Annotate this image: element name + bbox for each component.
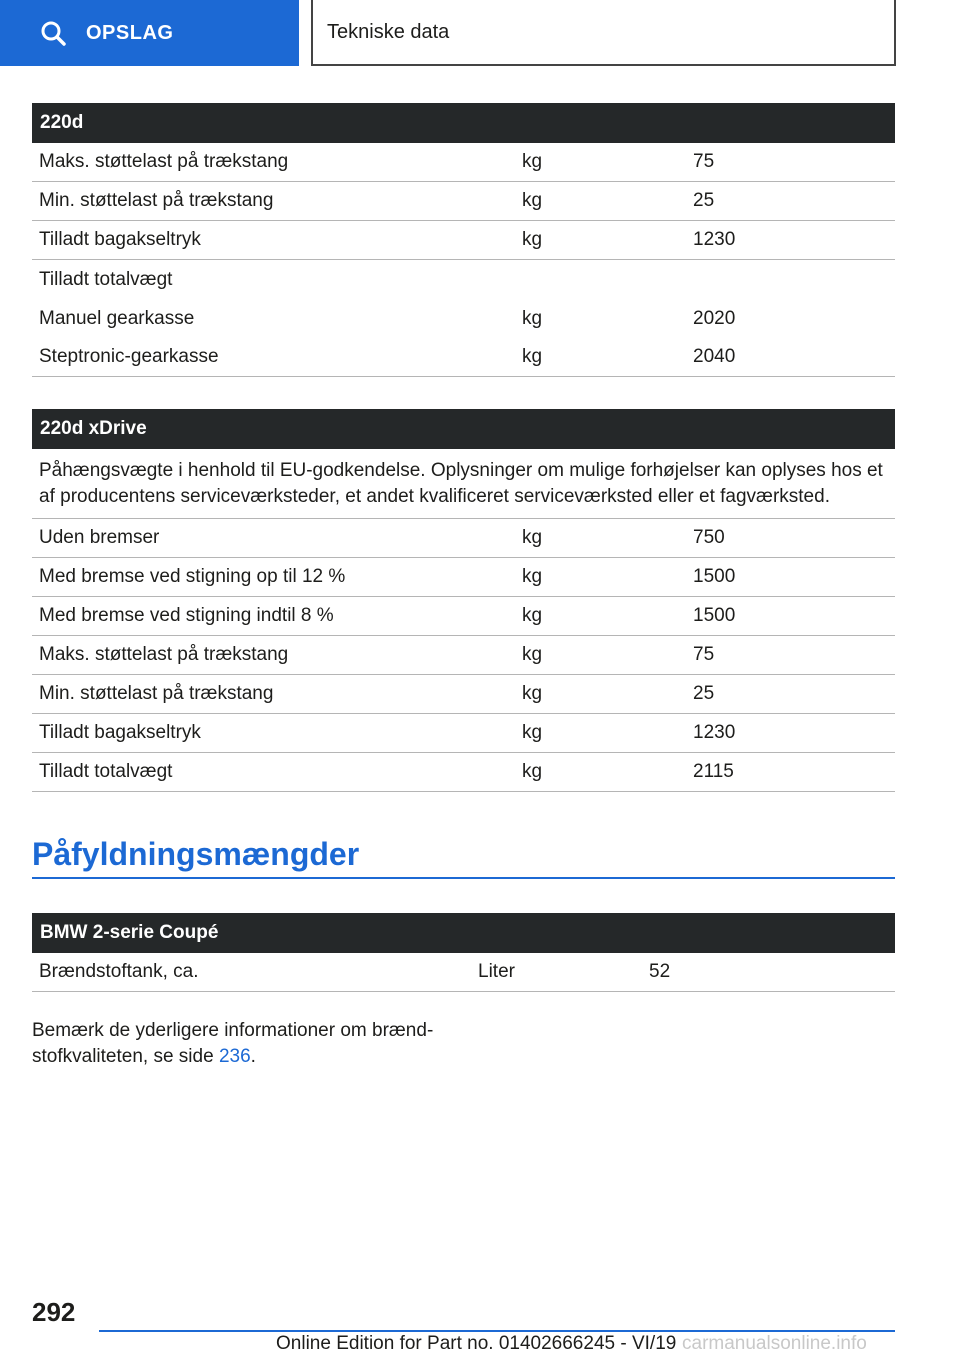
footer-edition: Online Edition for Part no. 01402666245 - VI/19 bbox=[276, 1333, 677, 1354]
row-label: Med bremse ved stigning op til 12 % bbox=[39, 566, 346, 587]
note-suffix: . bbox=[250, 1046, 256, 1067]
row-label: Tilladt bagakseltryk bbox=[39, 722, 201, 743]
row-label: Tilladt totalvægt bbox=[39, 761, 173, 782]
table-row bbox=[32, 260, 895, 299]
row-value: 52 bbox=[649, 961, 671, 982]
row-label: Tilladt totalvægt bbox=[39, 268, 173, 290]
row-unit: kg bbox=[522, 644, 543, 665]
table-header: 220d xDrive bbox=[32, 409, 895, 449]
footer-divider bbox=[99, 1330, 895, 1332]
row-unit: kg bbox=[522, 527, 543, 548]
row-label: Brændstoftank, ca. bbox=[39, 961, 199, 982]
row-label: Maks. støttelast på trækstang bbox=[39, 644, 289, 665]
search-button[interactable] bbox=[0, 0, 299, 66]
row-value: 1500 bbox=[693, 566, 736, 587]
row-label: Min. støttelast på trækstang bbox=[39, 190, 274, 211]
row-unit: kg bbox=[522, 151, 543, 172]
row-unit: kg bbox=[522, 722, 543, 743]
row-unit: kg bbox=[522, 683, 543, 704]
search-label: OPSLAG bbox=[86, 21, 174, 44]
row-label: Steptronic-gearkasse bbox=[39, 346, 219, 367]
table-header: 220d bbox=[32, 103, 895, 143]
table-row bbox=[32, 338, 895, 377]
row-unit: kg bbox=[522, 761, 543, 782]
row-unit: kg bbox=[522, 307, 543, 329]
row-unit: kg bbox=[522, 605, 543, 626]
page-number: 292 bbox=[32, 1297, 76, 1327]
table-row bbox=[32, 143, 895, 182]
row-value: 75 bbox=[693, 644, 715, 665]
fuel-quality-note bbox=[32, 1018, 452, 1070]
row-unit: Liter bbox=[478, 961, 515, 982]
row-label: Tilladt bagakseltryk bbox=[39, 229, 201, 250]
table-row bbox=[32, 221, 895, 260]
row-label: Manuel gearkasse bbox=[39, 307, 195, 329]
row-unit: kg bbox=[522, 566, 543, 587]
row-value: 25 bbox=[693, 683, 715, 704]
table-row bbox=[32, 714, 895, 753]
table-row bbox=[32, 753, 895, 792]
row-value: 2020 bbox=[693, 307, 736, 329]
table-row bbox=[32, 953, 895, 992]
table-row bbox=[32, 636, 895, 675]
row-label: Maks. støttelast på trækstang bbox=[39, 151, 289, 172]
page-reference-link[interactable]: 236 bbox=[218, 1046, 251, 1067]
table-coupe bbox=[32, 913, 895, 992]
table-row bbox=[32, 597, 895, 636]
row-value: 1230 bbox=[693, 229, 736, 250]
row-label: Med bremse ved stigning indtil 8 % bbox=[39, 605, 334, 626]
row-unit: kg bbox=[522, 346, 543, 367]
table-header: BMW 2-serie Coupé bbox=[32, 913, 895, 953]
row-unit: kg bbox=[522, 190, 543, 211]
row-value: 25 bbox=[693, 190, 715, 211]
table-row bbox=[32, 675, 895, 714]
row-label: Uden bremser bbox=[39, 527, 160, 548]
row-value: 1500 bbox=[693, 605, 736, 626]
row-value: 2040 bbox=[693, 346, 736, 367]
table-row bbox=[32, 519, 895, 558]
section-title-tab[interactable] bbox=[311, 0, 896, 66]
section-title: Tekniske data bbox=[327, 20, 450, 43]
watermark: carmanualsonline.info bbox=[682, 1333, 867, 1354]
row-label: Min. støttelast på trækstang bbox=[39, 683, 274, 704]
table-220d-xdrive bbox=[32, 409, 895, 792]
table-row bbox=[32, 558, 895, 597]
row-value: 75 bbox=[693, 151, 715, 172]
section-heading: Påfyldningsmængder bbox=[32, 836, 895, 879]
table-220d bbox=[32, 103, 895, 377]
table-note: Påhængsvægte i henhold til EU-godkendelse. Oplysninger om mulige forhøjelser kan oplyses hos et af producentens serviceværksteder, et andet kvalificeret serviceværksted eller et fagværksted. bbox=[32, 449, 895, 519]
table-row bbox=[32, 182, 895, 221]
row-unit: kg bbox=[522, 229, 543, 250]
row-value: 1230 bbox=[693, 722, 736, 743]
row-value: 2115 bbox=[693, 761, 734, 782]
table-row bbox=[32, 299, 895, 338]
top-bar bbox=[0, 0, 960, 66]
search-icon bbox=[40, 20, 66, 46]
row-value: 750 bbox=[693, 527, 725, 548]
note-text: Bemærk de yderligere informationer om brændstofkvaliteten, se side bbox=[32, 1020, 434, 1067]
